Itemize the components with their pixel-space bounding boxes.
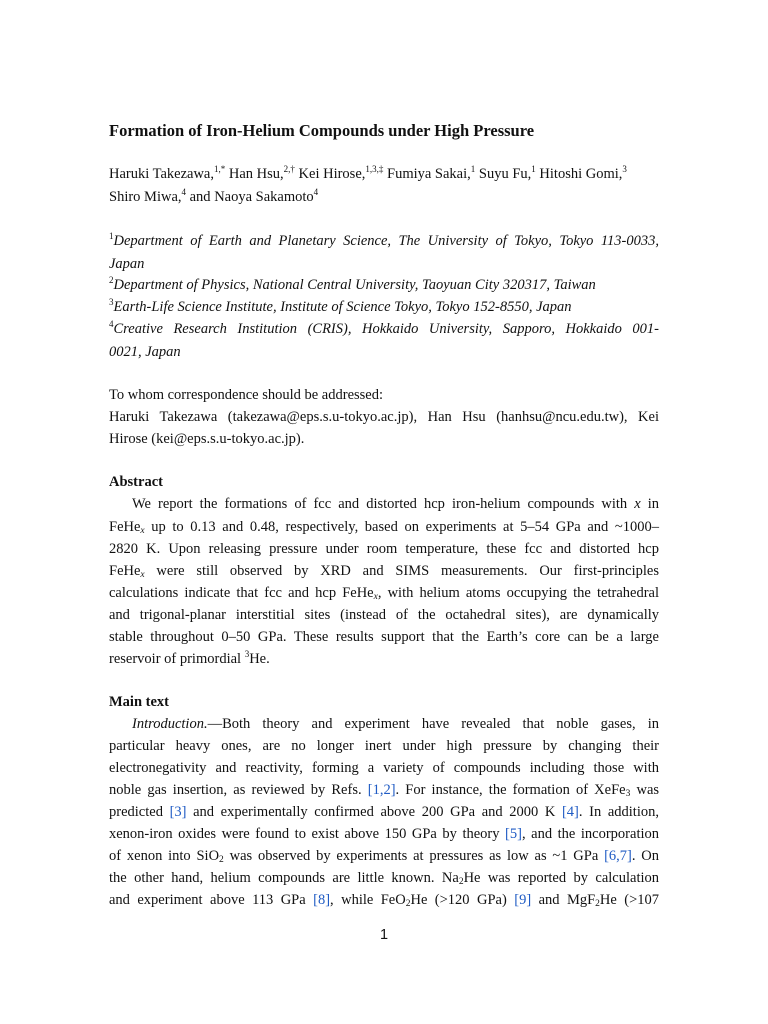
main-text-line: electronegativity and reactivity, forming a variety of compounds including those with	[109, 760, 659, 776]
main-text-line: predicted [3] and experimentally confirmed above 200 GPa and 2000 K [4]. In addition,	[109, 804, 659, 820]
correspondence-line-1: Haruki Takezawa (takezawa@eps.s.u-tokyo.ac.jp), Han Hsu (hanhsu@ncu.edu.tw), Kei	[109, 409, 659, 425]
citation-link[interactable]: [5]	[505, 826, 522, 842]
abstract-line: We report the formations of fcc and distorted hcp iron-helium compounds with x in	[132, 496, 660, 512]
abstract-heading: Abstract	[109, 474, 163, 490]
main-text-line: of xenon into SiO$_2$ was observed by experiments at pressures as low as ~1 GPa [6,7]. On	[109, 848, 660, 865]
authors-line-1	[109, 166, 627, 183]
citation-link[interactable]: [6,7]	[604, 848, 632, 864]
affiliation-3	[109, 299, 572, 316]
main-text-line: and experiment above 113 GPa [8], while FeO$_2$He (>120 GPa) [9] and MgF$_2$He (>107	[109, 892, 660, 909]
author-affiliation-mark: 1,*	[214, 164, 226, 174]
authors-and: and	[189, 189, 211, 205]
abstract-line: reservoir of primordial $^3$He.	[109, 649, 270, 667]
affiliation-1	[109, 233, 659, 250]
author-affiliation-mark: 3	[622, 164, 627, 174]
abstract-line: 2820 K. Upon releasing pressure under room temperature, these fcc and distorted hcp	[109, 541, 659, 557]
section-label: Introduction.	[132, 716, 208, 732]
author-affiliation-mark: 2,†	[283, 164, 295, 174]
affiliation-text: Department of Physics, National Central University, Taoyuan City 320317, Taiwan	[113, 277, 596, 293]
affiliation-1-cont: Japan	[109, 256, 145, 272]
citation-link[interactable]: [3]	[169, 804, 187, 820]
citation-link[interactable]: [4]	[561, 804, 579, 820]
author-affiliation-mark: 1,3,‡	[365, 164, 384, 174]
paper-title: Formation of Iron-Helium Compounds under High Pressure	[109, 121, 535, 140]
affiliation-number: 3	[109, 297, 114, 307]
affiliation-2	[109, 277, 596, 294]
author-name: Fumiya Sakai,	[387, 166, 471, 182]
affiliation-number: 4	[109, 319, 114, 329]
author-name: Shiro Miwa,	[109, 189, 182, 205]
citation-link[interactable]: [8]	[313, 892, 331, 908]
author-name: Naoya Sakamoto	[214, 189, 314, 205]
abstract-line: stable throughout 0–50 GPa. These results support that the Earth’s core can be a large	[109, 629, 659, 645]
page-number: 1	[379, 927, 389, 943]
main-text-line: particular heavy ones, are no longer inert under high pressure by changing their	[109, 738, 659, 754]
author-name: Haruki Takezawa,	[109, 166, 214, 182]
main-text-line: noble gas insertion, as reviewed by Refs. [1,2]. For instance, the formation of XeFe$_3$ was	[109, 782, 660, 799]
author-name: Suyu Fu,	[478, 166, 532, 182]
abstract-line: and trigonal-planar interstitial sites (instead of the octahedral sites), are dynamically	[109, 607, 659, 623]
affiliation-4-cont: 0021, Japan	[109, 344, 181, 360]
abstract-line: calculations indicate that fcc and hcp FeHe$_x$, with helium atoms occupying the tetrahedral	[109, 585, 659, 602]
citation-link[interactable]: [1,2]	[367, 782, 396, 798]
abstract-line: FeHe$_x$ were still observed by XRD and SIMS measurements. Our first-principles	[109, 563, 660, 580]
citation-link[interactable]: [9]	[514, 892, 532, 908]
affiliation-text: Creative Research Institution (CRIS), Hokkaido University, Sapporo, Hokkaido 001-	[113, 321, 659, 337]
main-text-line: Introduction.—Both theory and experiment have revealed that noble gases, in	[132, 716, 659, 732]
author-affiliation-mark: 4	[313, 187, 319, 197]
affiliation-number: 1	[109, 231, 114, 241]
author-affiliation-mark: 4	[181, 187, 186, 197]
author-affiliation-mark: 1	[531, 164, 536, 174]
correspondence-heading: To whom correspondence should be addressed:	[109, 387, 384, 403]
author-affiliation-mark: 1	[470, 164, 476, 174]
abstract-line: FeHe$_x$ up to 0.13 and 0.48, respectively, based on experiments at 5–54 GPa and ~1000–	[109, 519, 660, 536]
correspondence-line-2: Hirose (kei@eps.s.u-tokyo.ac.jp).	[109, 431, 305, 447]
affiliation-text: Department of Earth and Planetary Science, The University of Tokyo, Tokyo 113-0033,	[113, 233, 659, 249]
main-text-line: xenon-iron oxides were found to exist above 150 GPa by theory [5], and the incorporation	[109, 826, 659, 842]
authors-line-2	[109, 189, 318, 206]
main-text-line: the other hand, helium compounds are little known. $Na_2He$ was reported by calculation	[109, 870, 659, 887]
author-name: Han Hsu,	[228, 166, 284, 182]
affiliation-number: 2	[109, 275, 114, 285]
author-name: Hitoshi Gomi,	[539, 166, 623, 182]
author-name: Kei Hirose,	[298, 166, 366, 182]
affiliation-4	[109, 321, 659, 338]
affiliation-text: Earth-Life Science Institute, Institute of Science Tokyo, Tokyo 152-8550, Japan	[113, 299, 572, 315]
main-text-heading: Main text	[109, 694, 169, 710]
